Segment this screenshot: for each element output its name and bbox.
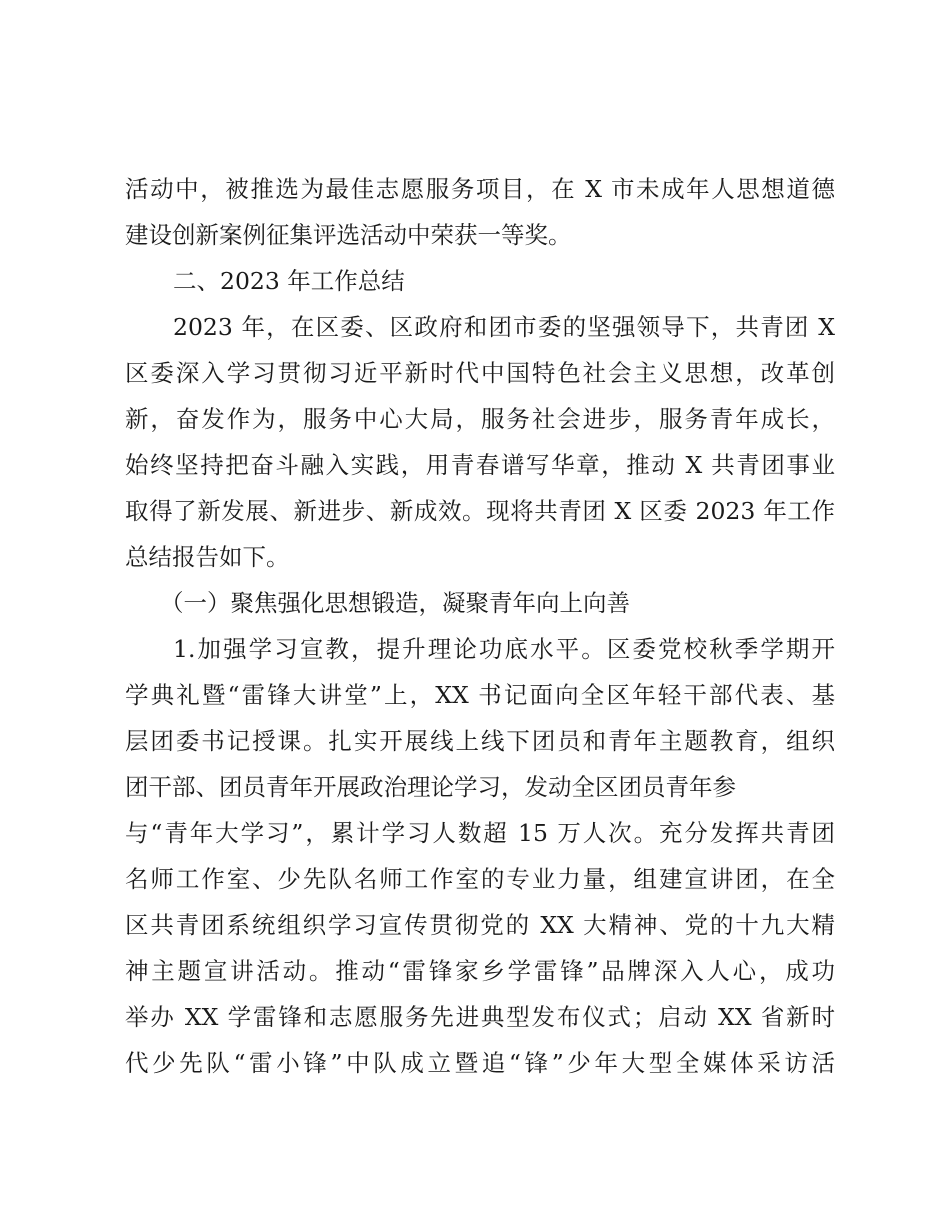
body-line: 1.加强学习宣教，提升理论功底水平。区委党校秋季学期开 (173, 635, 835, 663)
body-line: 取得了新发展、新进步、新成效。现将共青团 X 区委 2023 年工作 (125, 497, 835, 525)
body-line: 2023 年，在区委、区政府和团市委的坚强领导下，共青团 X (173, 313, 835, 341)
body-line: 层团委书记授课。扎实开展线上线下团员和青年主题教育，组织 (125, 727, 835, 755)
section-heading: 二、2023 年工作总结 (173, 267, 405, 295)
body-line: 建设创新案例征集评选活动中荣获一等奖。 (125, 221, 572, 249)
body-line: 学典礼暨“雷锋大讲堂”上，XX 书记面向全区年轻干部代表、基 (125, 681, 835, 709)
body-line: 团干部、团员青年开展政治理论学习，发动全区团员青年参 (125, 773, 736, 801)
subsection-heading: （一）聚焦强化思想锻造，凝聚青年向上向善 (160, 589, 630, 617)
body-line: 区委深入学习贯彻习近平新时代中国特色社会主义思想，改革创 (125, 359, 835, 387)
body-line: 神主题宣讲活动。推动“雷锋家乡学雷锋”品牌深入人心，成功 (125, 957, 835, 985)
body-line: 活动中，被推选为最佳志愿服务项目，在 X 市未成年人思想道德 (125, 175, 835, 203)
body-line: 举办 XX 学雷锋和志愿服务先进典型发布仪式；启动 XX 省新时 (125, 1003, 835, 1031)
body-line: 始终坚持把奋斗融入实践，用青春谱写华章，推动 X 共青团事业 (125, 451, 835, 479)
body-line: 新，奋发作为，服务中心大局，服务社会进步，服务青年成长， (125, 405, 835, 433)
body-line: 总结报告如下。 (125, 543, 290, 571)
body-line: 区共青团系统组织学习宣传贯彻党的 XX 大精神、党的十九大精 (125, 911, 835, 939)
body-line: 与“青年大学习”，累计学习人数超 15 万人次。充分发挥共青团 (125, 819, 835, 847)
body-line: 代少先队“雷小锋”中队成立暨追“锋”少年大型全媒体采访活 (125, 1049, 835, 1077)
body-line: 名师工作室、少先队名师工作室的专业力量，组建宣讲团，在全 (125, 865, 835, 893)
